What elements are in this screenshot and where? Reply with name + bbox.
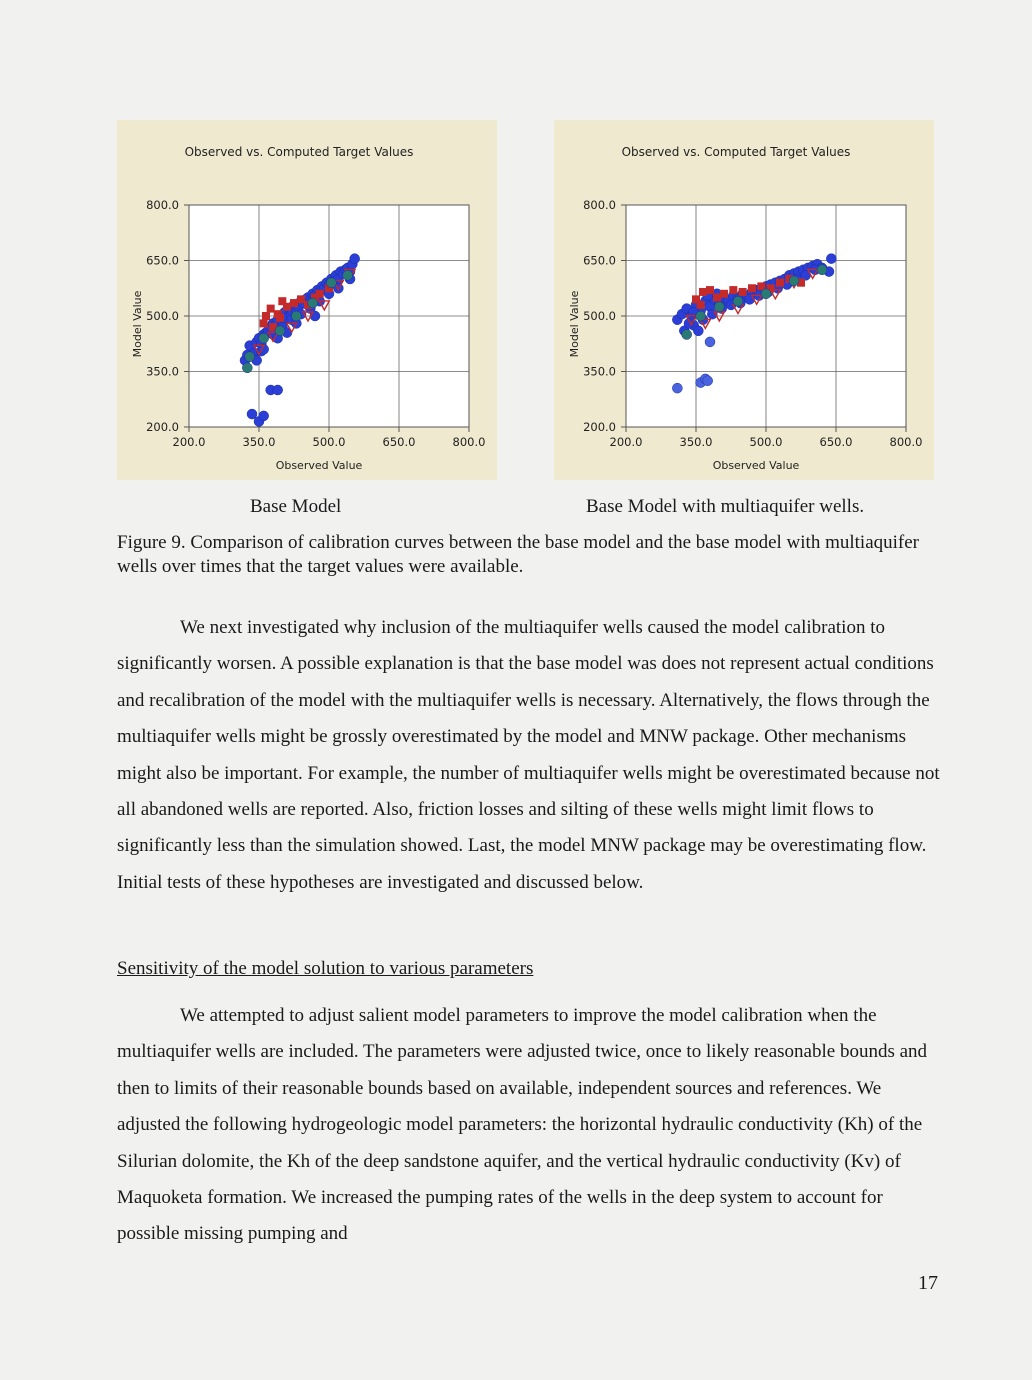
mnw-chart-point-teal-circles: [733, 296, 743, 306]
base-chart-point-teal-circles: [308, 298, 318, 308]
mnw-chart-point-red-squares: [720, 290, 728, 298]
mnw-chart-ytick-label: 500.0: [583, 309, 616, 323]
base-chart-xtick-label: 650.0: [382, 435, 416, 449]
base-chart-point-red-squares: [276, 314, 284, 322]
base-chart-xtick-label: 800.0: [452, 435, 486, 449]
mnw-chart-point-blue-circles: [826, 254, 836, 264]
base-chart-title: Observed vs. Computed Target Values: [184, 145, 414, 159]
chart-multiaquifer-model: [554, 120, 934, 480]
chart-caption-left: Base Model: [250, 496, 342, 517]
page-number: 17: [918, 1272, 938, 1294]
mnw-chart-point-teal-circles: [817, 265, 827, 275]
mnw-chart-point-red-squares: [739, 288, 747, 296]
base-chart-point-teal-circles: [326, 278, 336, 288]
mnw-chart-xtick-label: 500.0: [749, 435, 783, 449]
mnw-chart-point-teal-circles: [789, 276, 799, 286]
base-chart-point-teal-circles: [259, 333, 269, 343]
mnw-chart-point-teal-circles: [682, 330, 692, 340]
base-chart-point-teal-circles: [343, 270, 353, 280]
base-chart-point-teal-circles: [242, 363, 252, 373]
mnw-chart-point-teal-circles: [714, 302, 724, 312]
mnw-chart-point-red-squares: [713, 294, 721, 302]
mnw-chart-point-red-squares: [697, 301, 705, 309]
chart-base-model: [117, 120, 497, 480]
base-chart-point-red-squares: [290, 299, 298, 307]
paragraph-text-2: We attempted to adjust salient model parameters to improve the model calibration when the multiaquifer wells are included. The parameters were adjusted twice, once to likely reasonable bounds and then to limits of their reasonable bounds based on available, independent sources and references. We adjusted the following hydrogeologic model parameters: the horizontal hydraulic conductivity (Kh) of the Silurian dolomite, the Kh of the deep sandstone aquifer, and the vertical hydraulic conductivity (Kv) of Maquoketa formation. We increased the pumping rates of the wells in the deep system to account for possible missing pumping and: [117, 1005, 928, 1245]
base-chart-point-red-squares: [260, 319, 268, 327]
base-chart-point-blue-circles: [273, 385, 283, 395]
mnw-chart-ylabel: Model Value: [568, 290, 581, 358]
base-chart-xtick-label: 500.0: [312, 435, 346, 449]
mnw-chart-point-light-blue-outliers: [703, 376, 713, 386]
mnw-chart-ytick-label: 800.0: [583, 198, 616, 212]
figure-caption: Figure 9. Comparison of calibration curves between the base model and the base model with multiaquifer wells over times that the target values were available.: [117, 532, 919, 577]
mnw-chart-ytick-label: 200.0: [583, 420, 616, 434]
mnw-chart-point-red-squares: [729, 286, 737, 294]
base-chart-point-blue-circles: [259, 411, 269, 421]
mnw-chart-xtick-label: 350.0: [679, 435, 713, 449]
base-chart-ytick-label: 500.0: [146, 309, 179, 323]
mnw-chart-point-teal-circles: [696, 311, 706, 321]
paragraph-text-1: We next investigated why inclusion of the multiaquifer wells caused the model calibration to significantly worsen. A possible explanation is that the base model was does not represent actual conditions and recalibration of the model with the multiaquifer wells is necessary. Alternatively, the flows through the multiaquifer wells might be grossly overestimated by the model and MNW package. Other mechanisms might also be important. For example, the number of multiaquifer wells might be overestimated because not all abandoned wells are reported. Also, friction losses and silting of these wells might limit flows to significantly less than the simulation showed. Last, the model MNW package may be overestimating flow. Initial tests of these hypotheses are investigated and discussed below.: [117, 617, 940, 893]
mnw-chart-point-teal-circles: [761, 289, 771, 299]
chart-caption-right: Base Model with multiaquifer wells.: [586, 496, 865, 517]
base-chart-xlabel: Observed Value: [275, 459, 363, 472]
mnw-chart-xtick-label: 650.0: [819, 435, 853, 449]
base-chart-point-red-squares: [267, 305, 275, 313]
mnw-chart-xtick-label: 200.0: [609, 435, 643, 449]
body-paragraph-2: [117, 998, 942, 1253]
mnw-chart-point-light-blue-outliers: [705, 337, 715, 347]
base-chart-xtick-label: 350.0: [242, 435, 276, 449]
mnw-chart-ytick-label: 350.0: [583, 364, 616, 379]
mnw-chart-point-red-squares: [776, 279, 784, 287]
base-chart-xtick-label: 200.0: [172, 435, 206, 449]
mnw-chart-title: Observed vs. Computed Target Values: [621, 145, 851, 159]
base-chart-point-teal-circles: [291, 311, 301, 321]
mnw-chart-point-red-squares: [748, 284, 756, 292]
mnw-chart-xtick-label: 800.0: [889, 435, 923, 449]
mnw-chart-xlabel: Observed Value: [712, 459, 800, 472]
mnw-chart-ytick-label: 650.0: [583, 253, 616, 268]
base-chart-ytick-label: 200.0: [146, 420, 179, 434]
chart-svg-left: [117, 120, 497, 480]
base-chart-point-red-squares: [262, 312, 270, 320]
base-chart-ytick-label: 650.0: [146, 253, 179, 268]
section-heading: Sensitivity of the model solution to various parameters: [117, 958, 534, 979]
base-chart-point-teal-circles: [245, 352, 255, 362]
mnw-chart-point-red-squares: [699, 288, 707, 296]
body-paragraph-1: [117, 610, 942, 901]
base-chart-ytick-label: 800.0: [146, 198, 179, 212]
base-chart-point-red-squares: [297, 295, 305, 303]
base-chart-point-blue-circles: [350, 254, 360, 264]
mnw-chart-point-blue-circles: [693, 326, 703, 336]
base-chart-point-teal-circles: [275, 326, 285, 336]
base-chart-point-red-squares: [316, 290, 324, 298]
base-chart-ytick-label: 350.0: [146, 364, 179, 379]
mnw-chart-point-red-squares: [706, 286, 714, 294]
base-chart-ylabel: Model Value: [131, 290, 144, 358]
mnw-chart-point-light-blue-outliers: [672, 383, 682, 393]
base-chart-point-red-squares: [283, 303, 291, 311]
chart-svg-right: [554, 120, 934, 480]
